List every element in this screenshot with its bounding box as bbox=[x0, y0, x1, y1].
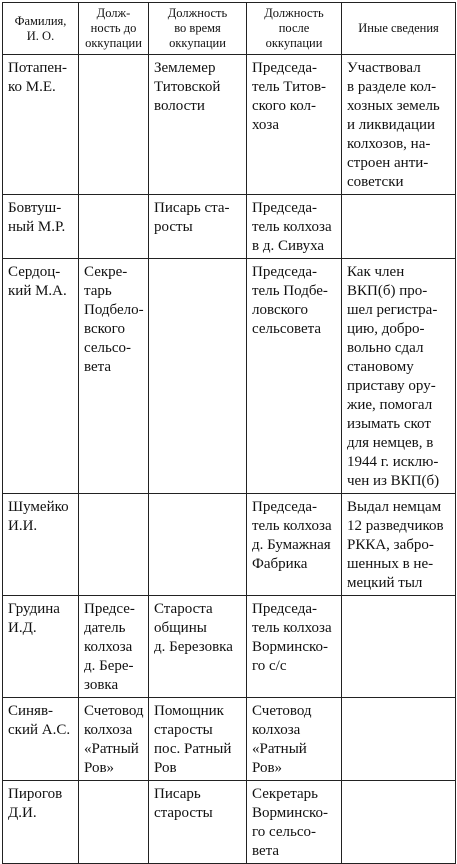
cell-text-line: Ворминско- bbox=[252, 805, 329, 821]
cell-text-line: в д. Сивуха bbox=[252, 238, 325, 254]
cell-position-during bbox=[149, 698, 247, 781]
cell-text-line: колхоза bbox=[252, 722, 301, 738]
cell-text-line: хоза bbox=[252, 117, 280, 133]
header-position-before bbox=[79, 3, 149, 55]
cell-text-line: тель Подбе- bbox=[252, 283, 328, 299]
cell-text-line: тель колхоза bbox=[252, 620, 332, 636]
cell-text-line: Староста bbox=[154, 601, 213, 617]
cell-text-line: сельсо- bbox=[84, 340, 131, 356]
cell-text-line: Иные сведения bbox=[358, 21, 439, 35]
cell-text-line: росты bbox=[154, 219, 193, 235]
cell-text-line: Фамилия, bbox=[14, 13, 67, 28]
cell-text-line: Председа- bbox=[252, 264, 318, 280]
cell-text-line: становому bbox=[347, 359, 414, 375]
cell-text-line: и ликвидации bbox=[347, 117, 436, 133]
cell-text-line: Долж- bbox=[96, 6, 131, 20]
cell-text-line: ского кол- bbox=[252, 98, 317, 114]
cell-text-line: во время bbox=[174, 21, 221, 35]
cell-surname bbox=[3, 494, 79, 596]
cell-text-line: д. Бере- bbox=[84, 658, 134, 674]
cell-text-line: оккупации bbox=[265, 36, 323, 50]
cell-text-line: оккупации bbox=[169, 36, 226, 50]
cell-text-line: общины bbox=[154, 620, 207, 636]
cell-text-line: д. Бумажная bbox=[252, 537, 331, 553]
cell-text-line: датель bbox=[84, 620, 126, 636]
cell-text-line: Должность bbox=[167, 6, 228, 20]
cell-surname bbox=[3, 195, 79, 259]
cell-text-line: строен анти- bbox=[347, 155, 429, 171]
cell-text-line: Выдал немцам bbox=[347, 499, 442, 515]
cell-text-line: Председа- bbox=[252, 60, 318, 76]
cell-text-line: Помощник bbox=[154, 703, 224, 719]
cell-text-line: чен из ВКП(б) bbox=[347, 473, 440, 489]
cell-text-line: Секре- bbox=[84, 264, 128, 280]
cell-text-line: Председа- bbox=[252, 200, 318, 216]
cell-text-line: тель Титов- bbox=[252, 79, 327, 95]
cell-text-line: Ров» bbox=[84, 760, 115, 776]
cell-text-line: Землемер bbox=[154, 60, 216, 76]
header-position-during bbox=[149, 3, 247, 55]
cell-text-line: Ворминско- bbox=[252, 639, 329, 655]
cell-text-line: оккупации bbox=[85, 36, 142, 50]
cell-other-info bbox=[342, 698, 456, 781]
cell-text-line: волости bbox=[154, 98, 205, 114]
cell-position-during bbox=[149, 259, 247, 494]
cell-text-line: ный М.Р. bbox=[8, 219, 66, 235]
cell-text-line: го с/с bbox=[252, 658, 287, 674]
cell-text-line: старосты bbox=[154, 722, 213, 738]
cell-text-line: Писарь ста- bbox=[154, 200, 230, 216]
cell-text-line: пос. Ратный bbox=[154, 741, 232, 757]
cell-text-line: вского bbox=[84, 321, 125, 337]
cell-text-line: колхоза bbox=[84, 722, 133, 738]
cell-text-line: шенных в не- bbox=[347, 556, 434, 572]
cell-position-after bbox=[247, 494, 342, 596]
cell-text-line: Пирогов bbox=[8, 786, 63, 802]
occupation-records-table bbox=[2, 2, 456, 864]
cell-text-line: Предсе- bbox=[84, 601, 135, 617]
cell-text-line: кий М.А. bbox=[8, 283, 67, 299]
cell-text-line: И. О. bbox=[26, 28, 55, 43]
cell-text-line: шел регистра- bbox=[347, 302, 438, 318]
cell-text-line: Синяв- bbox=[8, 703, 54, 719]
cell-position-during bbox=[149, 781, 247, 864]
cell-text-line: ность до bbox=[90, 21, 137, 35]
cell-position-before bbox=[79, 781, 149, 864]
table-row bbox=[3, 698, 456, 781]
cell-other-info bbox=[342, 55, 456, 195]
header-row bbox=[3, 3, 456, 55]
cell-text-line: Председа- bbox=[252, 499, 318, 515]
cell-surname bbox=[3, 55, 79, 195]
cell-text-line: Должность bbox=[264, 6, 324, 20]
cell-text-line: ловского bbox=[252, 302, 308, 318]
cell-other-info bbox=[342, 781, 456, 864]
cell-text-line: в разделе кол- bbox=[347, 79, 437, 95]
cell-text-line: Участвовал bbox=[347, 60, 421, 76]
cell-text-line: «Ратный bbox=[252, 741, 307, 757]
cell-text-line: сельсовета bbox=[252, 321, 322, 337]
cell-position-during bbox=[149, 55, 247, 195]
cell-text-line: Председа- bbox=[252, 601, 318, 617]
cell-position-after bbox=[247, 781, 342, 864]
cell-text-line: Ров bbox=[154, 760, 177, 776]
cell-text-line: приставу ору- bbox=[347, 378, 436, 394]
cell-text-line: Потапен- bbox=[8, 60, 68, 76]
cell-surname bbox=[3, 781, 79, 864]
header-other-info bbox=[342, 3, 456, 55]
cell-text-line: И.И. bbox=[8, 518, 38, 534]
cell-position-after bbox=[247, 698, 342, 781]
cell-other-info bbox=[342, 195, 456, 259]
cell-text-line: ский А.С. bbox=[8, 722, 71, 738]
cell-text-line: вольно сдал bbox=[347, 340, 424, 356]
cell-surname bbox=[3, 259, 79, 494]
cell-position-before bbox=[79, 195, 149, 259]
cell-position-before bbox=[79, 596, 149, 698]
cell-text-line: вета bbox=[84, 359, 112, 375]
cell-position-after bbox=[247, 55, 342, 195]
table-row bbox=[3, 596, 456, 698]
cell-other-info bbox=[342, 596, 456, 698]
cell-text-line: зовка bbox=[84, 677, 119, 693]
cell-position-after bbox=[247, 596, 342, 698]
cell-text-line: после bbox=[278, 21, 310, 35]
cell-other-info bbox=[342, 259, 456, 494]
cell-text-line: Сердоц- bbox=[8, 264, 61, 280]
cell-position-before bbox=[79, 55, 149, 195]
cell-text-line: РККА, забро- bbox=[347, 537, 434, 553]
cell-text-line: Фабрика bbox=[252, 556, 308, 572]
cell-position-after bbox=[247, 259, 342, 494]
cell-text-line: колхозов, на- bbox=[347, 136, 431, 152]
cell-text-line: тель колхоза bbox=[252, 518, 332, 534]
cell-position-during bbox=[149, 494, 247, 596]
cell-surname bbox=[3, 596, 79, 698]
cell-text-line: го сельсо- bbox=[252, 824, 317, 840]
cell-position-before bbox=[79, 698, 149, 781]
cell-text-line: 1944 г. исклю- bbox=[347, 454, 439, 470]
cell-text-line: советски bbox=[347, 174, 404, 190]
header-surname bbox=[3, 3, 79, 55]
table-row bbox=[3, 195, 456, 259]
cell-text-line: Титовской bbox=[154, 79, 221, 95]
cell-text-line: хозных земель bbox=[347, 98, 440, 114]
cell-text-line: Д.И. bbox=[8, 805, 37, 821]
cell-text-line: Счетовод bbox=[84, 703, 144, 719]
cell-text-line: Секретарь bbox=[252, 786, 319, 802]
cell-text-line: Писарь bbox=[154, 786, 201, 802]
cell-position-before bbox=[79, 494, 149, 596]
cell-text-line: Счетовод bbox=[252, 703, 312, 719]
cell-text-line: старосты bbox=[154, 805, 213, 821]
cell-position-during bbox=[149, 195, 247, 259]
cell-text-line: колхоза bbox=[84, 639, 133, 655]
cell-text-line: д. Березовка bbox=[154, 639, 233, 655]
cell-text-line: «Ратный bbox=[84, 741, 139, 757]
cell-text-line: 12 разведчиков bbox=[347, 518, 444, 534]
cell-surname bbox=[3, 698, 79, 781]
cell-text-line: для немцев, в bbox=[347, 435, 434, 451]
cell-text-line: Грудина bbox=[8, 601, 60, 617]
cell-text-line: Как член bbox=[347, 264, 405, 280]
cell-text-line: Бовтуш- bbox=[8, 200, 62, 216]
table-row bbox=[3, 494, 456, 596]
cell-other-info bbox=[342, 494, 456, 596]
cell-position-before bbox=[79, 259, 149, 494]
table-row bbox=[3, 259, 456, 494]
cell-text-line: изымать скот bbox=[347, 416, 431, 432]
cell-text-line: жие, помогал bbox=[347, 397, 433, 413]
cell-position-during bbox=[149, 596, 247, 698]
table-row bbox=[3, 55, 456, 195]
cell-text-line: тарь bbox=[84, 283, 112, 299]
table-row bbox=[3, 781, 456, 864]
cell-text-line: цию, добро- bbox=[347, 321, 425, 337]
cell-text-line: вета bbox=[252, 843, 280, 859]
cell-text-line: ВКП(б) про- bbox=[347, 283, 428, 299]
cell-text-line: Подбело- bbox=[84, 302, 144, 318]
cell-text-line: тель колхоза bbox=[252, 219, 332, 235]
cell-text-line: мецкий тыл bbox=[347, 575, 423, 591]
cell-text-line: ко М.Е. bbox=[8, 79, 56, 95]
header-position-after bbox=[247, 3, 342, 55]
cell-position-after bbox=[247, 195, 342, 259]
cell-text-line: И.Д. bbox=[8, 620, 37, 636]
cell-text-line: Ров» bbox=[252, 760, 283, 776]
cell-text-line: Шумейко bbox=[8, 499, 69, 515]
